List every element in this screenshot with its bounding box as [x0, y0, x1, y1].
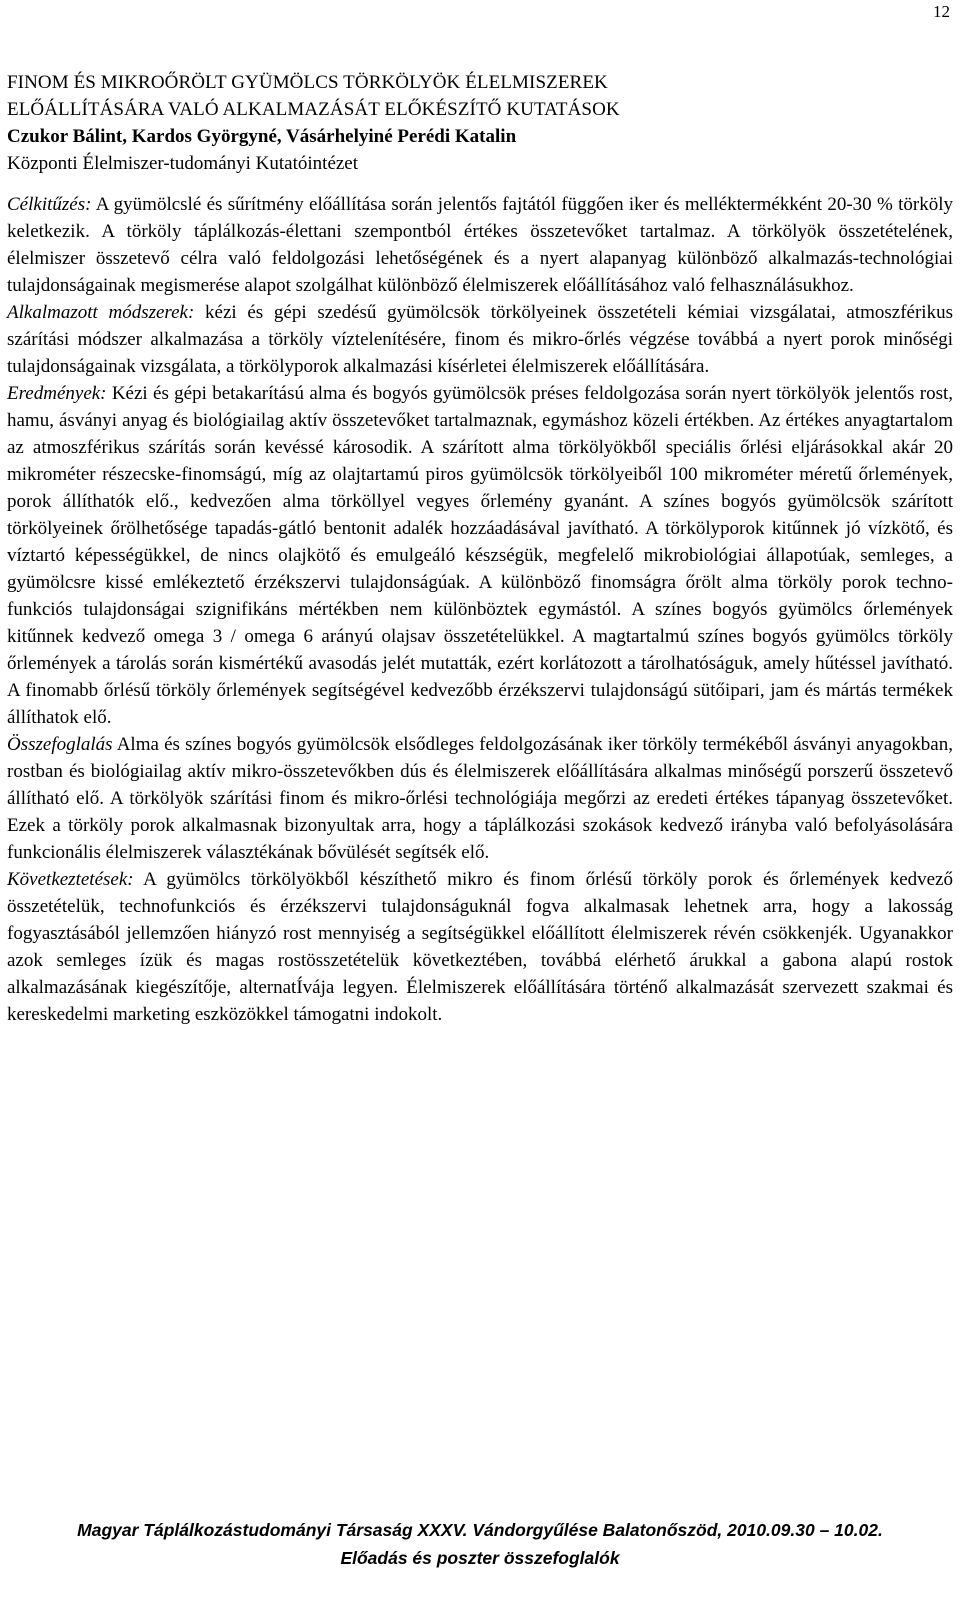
section-conclusions-label: Következtetések: — [7, 869, 134, 890]
section-conclusions-text: A gyümölcs törkölyökből készíthető mikro és finom őrlésű törköly porok és őrlemények kedvező összetételük, technofunkciós és érzékszervi tulajdonságuknál fogva alkalmasak lehetnek arra, hogy a lakosság fogyasztásából jellemzően hiányzó rost mennyiség a segítségükkel előállított élelmiszerek révén csökkenjék. Ugyanakkor azok semleges ízük és magas rostösszetételük következtében, továbbá elérhető árukkal a gabona alapú rostok alkalmazásának kiegészítője, alternatÍvája legyen. Élelmiszerek előállítására történő alkalmazását szervezett szakmai és kereskedelmi marketing eszközökkel támogatni indokolt. — [7, 869, 953, 1025]
section-methods-label: Alkalmazott módszerek: — [7, 302, 195, 323]
section-results — [7, 380, 953, 731]
footer-subtitle: Előadás és poszter összefoglalók — [340, 1548, 620, 1568]
section-results-label: Eredmények: — [7, 383, 107, 404]
section-objective-text: A gyümölcslé és sűrítmény előállítása során jelentős fajtától függően iker és melléktermékként 20-30 % törköly keletkezik. A törköly táplálkozás-élettani szempontból értékes összetevőket tartalmaz. A törkölyök összetételének, élelmiszer összetevő célra való feldolgozási lehetőségének és a nyert alapanyag különböző alkalmazás-technológiai tulajdonságainak megismerése alapot szolgálhat különböző élelmiszerek előállításához való felhasználásukhoz. — [7, 194, 953, 296]
page-number: 12 — [933, 2, 950, 21]
title-line-1: FINOM ÉS MIKROŐRÖLT GYÜMÖLCS TÖRKÖLYÖK ÉLELMISZEREK — [7, 72, 608, 93]
affiliation: Központi Élelmiszer-tudományi Kutatóintézet — [7, 153, 359, 174]
section-methods — [7, 299, 953, 380]
abstract-content — [7, 69, 953, 1028]
section-objective — [7, 191, 953, 299]
section-results-text: Kézi és gépi betakarítású alma és bogyós gyümölcsök préses feldolgozása során nyert törkölyök jelentős rost, hamu, ásványi anyag és biológiailag aktív összetevőket tartalmaznak, egymáshoz közeli értékben. Az értékes anyagtartalom az atmoszférikus szárítás során kevéssé károsodik. A szárított alma törkölyökből speciális őrlési eljárásokkal akár 20 mikrométer részecske-finomságú, míg az olajtartamú piros gyümölcsök törkölyeiből 100 mikrométer méretű őrlemények, porok állíthatók elő., kedvezően alma törköllyel vegyes őrlemény gyanánt. A színes bogyós gyümölcsök szárított törkölyeinek őrölhetősége tapadás-gátló bentonit adalék hozzáadásával javítható. A törkölyporok kitűnnek jó vízkötő, és víztartó képességükkel, de nincs olajkötő és emulgeáló készségük, megfelelő mikrobiológiai állapotúak, semleges, a gyümölcsre kissé emlékeztető érzékszervi tulajdonságúak. A különböző finomságra őrölt alma törköly porok techno-funkciós tulajdonságai szignifikáns mértékben nem különböztek egymástól. A színes bogyós gyümölcs őrlemények kitűnnek kedvező omega 3 / omega 6 arányú olajsav összetételükkel. A magtartalmú színes bogyós gyümölcs törköly őrlemények a tárolás során kismértékű avasodás jelét mutatták, ezért korlátozott a tárolhatóságuk, amely hűtéssel javítható. A finomabb őrlésű törköly őrlemények segítségével kedvezőbb érzékszervi tulajdonságú sütőipari, jam és mártás termékek állíthatok elő. — [7, 383, 953, 728]
authors: Czukor Bálint, Kardos Györgyné, Vásárhelyiné Perédi Katalin — [7, 126, 517, 147]
section-summary-text: Alma és színes bogyós gyümölcsök elsődleges feldolgozásának iker törköly termékéből ásványi anyagokban, rostban és biológiailag aktív mikro-összetevőkben dús és élelmiszerek előállítására alkalmas minőségű porszerű összetevő állítható elő. A törkölyök szárítási finom és mikro-őrlési technológiája megőrzi az eredeti értékes tápanyag összetevőket. Ezek a törköly porok alkalmasnak bizonyultak arra, hogy a táplálkozási szokások kedvező irányba való befolyásolására funkcionális élelmiszerek választékának bővülését segítsék elő. — [7, 734, 953, 863]
section-summary — [7, 731, 953, 866]
section-methods-text: kézi és gépi szedésű gyümölcsök törkölyeinek összetételi kémiai vizsgálatai, atmoszférikus szárítási módszer alkalmazása a törköly víztelenítésére, finom és mikro-őrlés végzése továbbá a nyert porok minőségi tulajdonságainak vizsgálata, a törkölyporok alkalmazási kísérletei élelmiszerek előállítására. — [7, 302, 953, 377]
footer-conference: Magyar Táplálkozástudományi Társaság XXXV. Vándorgyűlése Balatonőszöd, 2010.09.30 – 10.02. — [77, 1520, 883, 1540]
section-conclusions — [7, 866, 953, 1028]
section-summary-label: Összefoglalás — [7, 734, 113, 755]
section-objective-label: Célkitűzés: — [7, 194, 92, 215]
title-line-2: ELŐÁLLÍTÁSÁRA VALÓ ALKALMAZÁSÁT ELŐKÉSZÍTŐ KUTATÁSOK — [7, 99, 620, 120]
